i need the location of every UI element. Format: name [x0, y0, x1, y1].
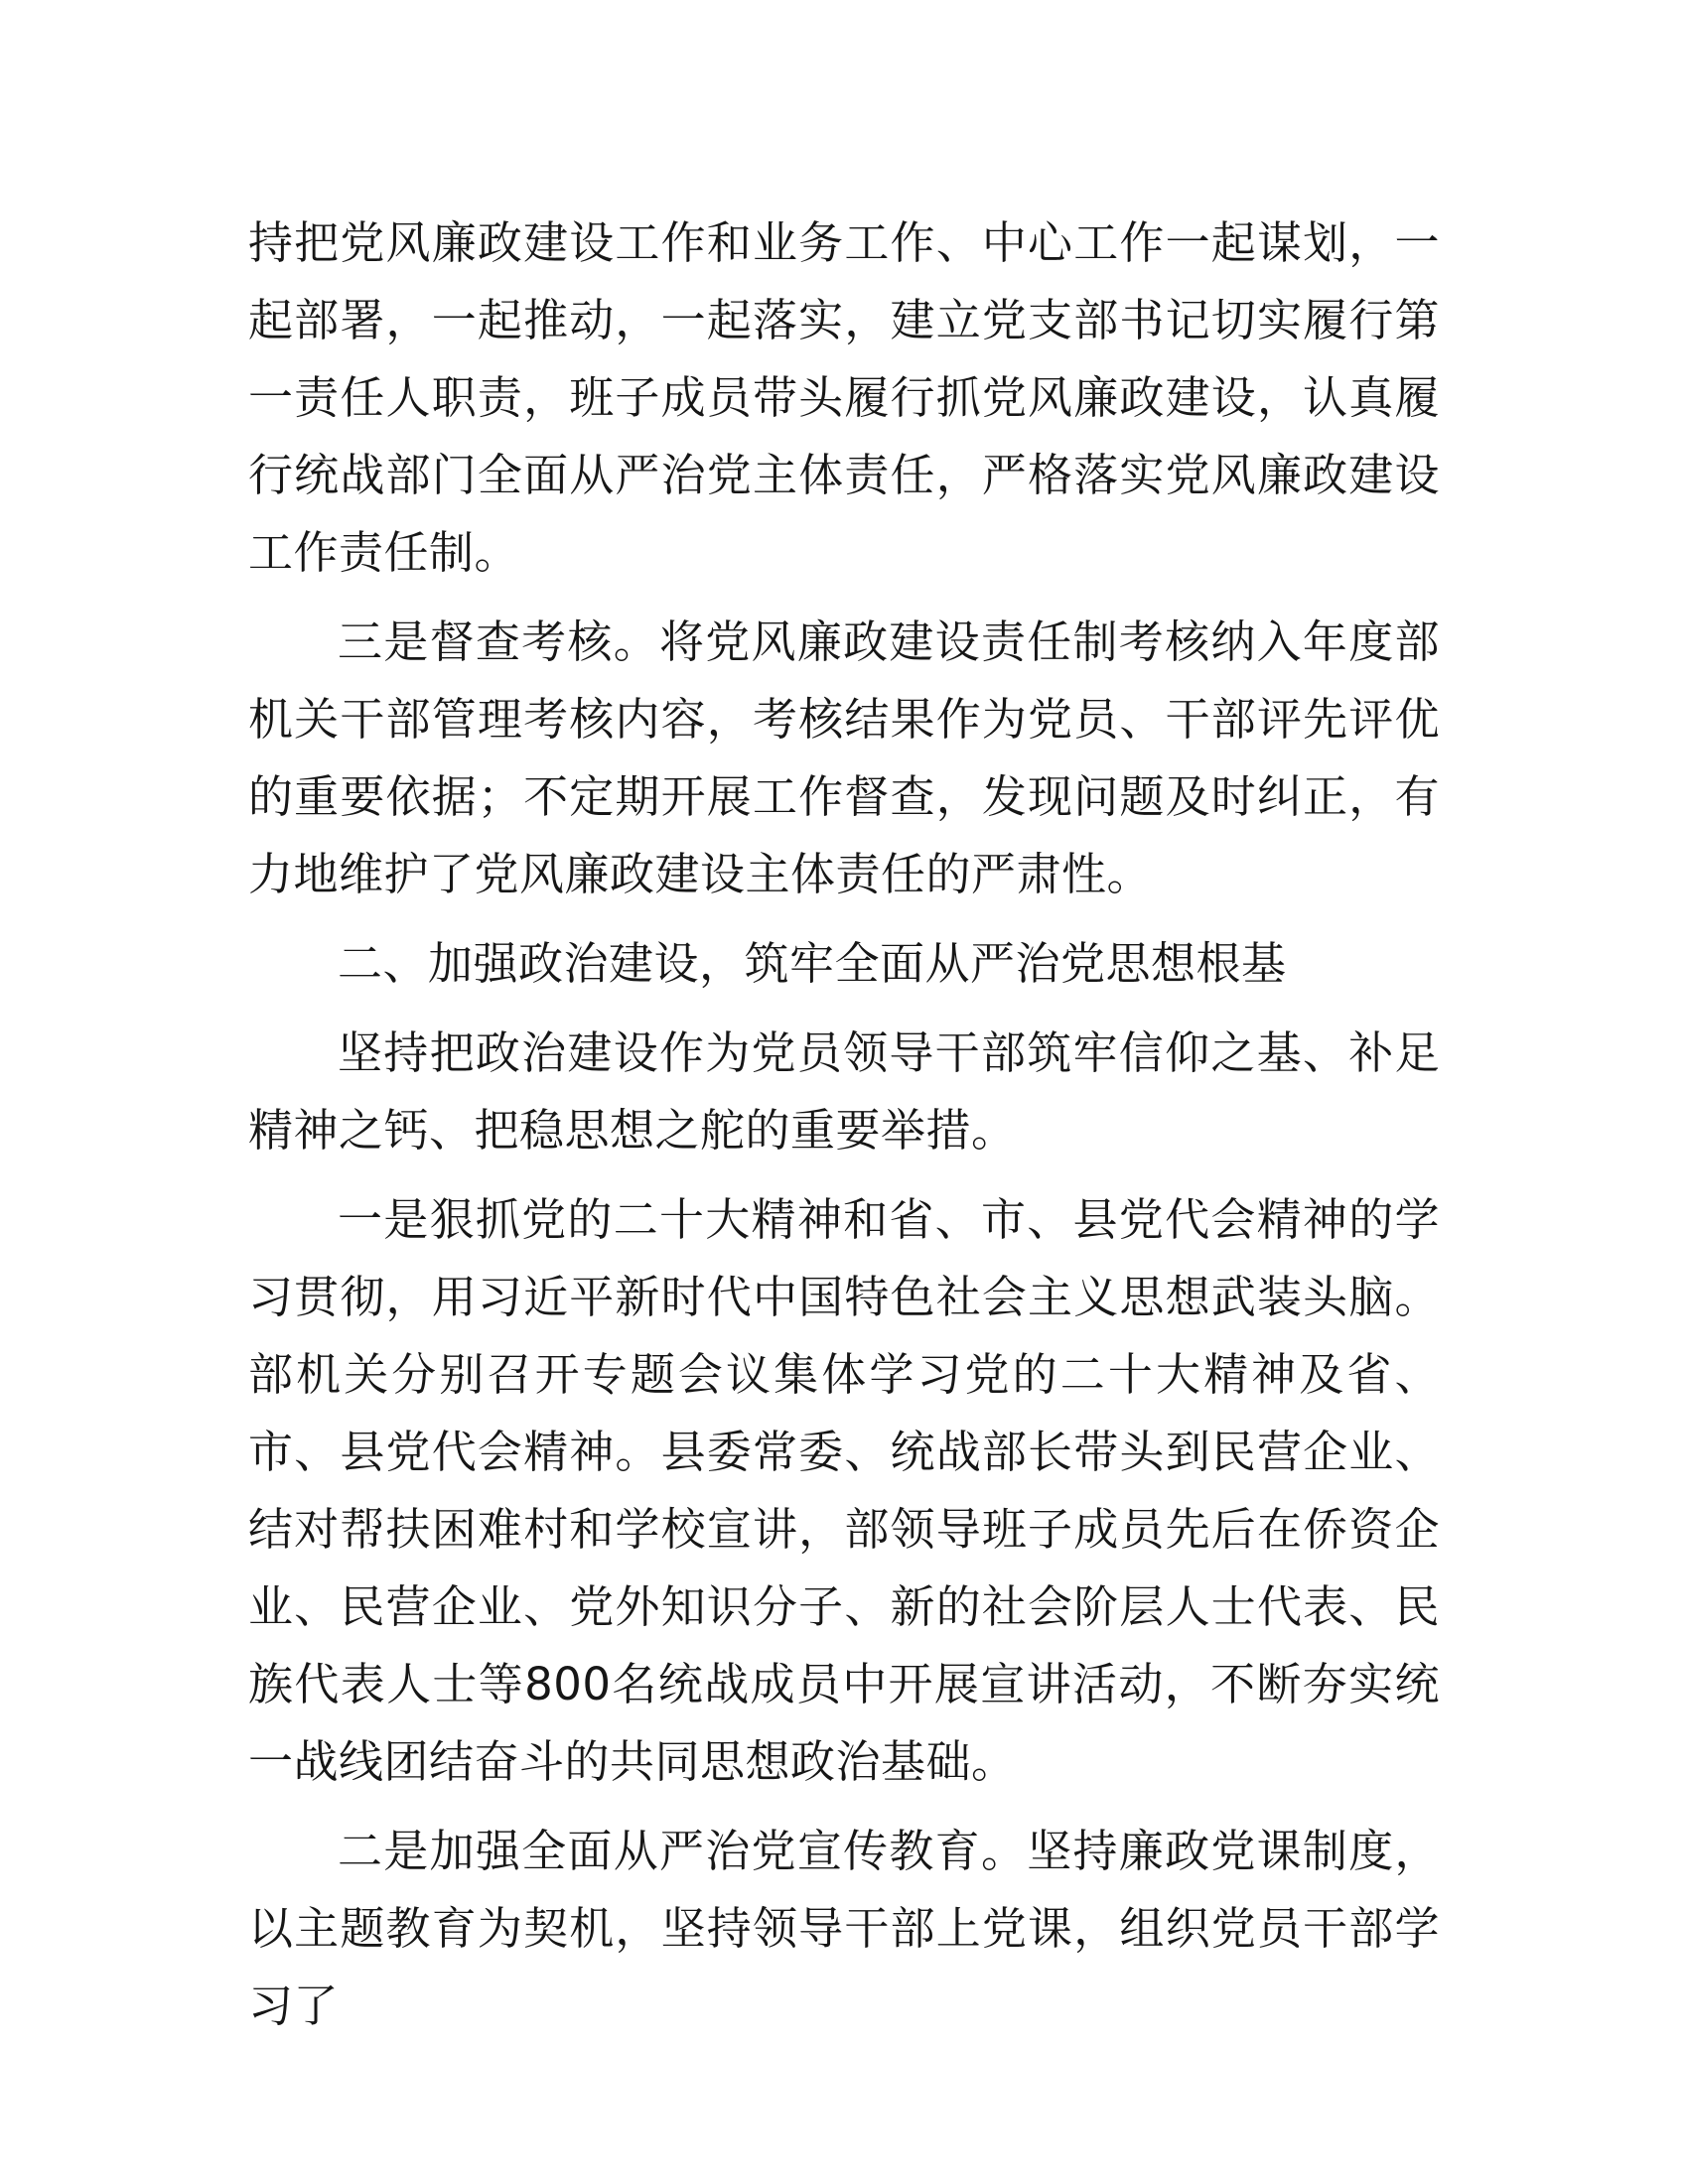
section-heading-political-building: 二、加强政治建设，筑牢全面从严治党思想根基 [338, 937, 1287, 990]
paragraph-supervision-assessment: 三是督查考核。将党风廉政建设责任制考核纳入年度部机关干部管理考核内容，考核结果作为党员、干部评先评优的重要依据；不定期开展工作督查，发现问题及时纠正，有力地维护了党风廉政建设主体责任的严肃性。 [248, 615, 1440, 900]
paragraph-study-implementation: 一是狠抓党的二十大精神和省、市、县党代会精神的学习贯彻，用习近平新时代中国特色社会主义思想武装头脑。部机关分别召开专题会议集体学习党的二十大精神及省、市、县党代会精神。县委常委、统战部长带头到民营企业、结对帮扶困难村和学校宣讲，部领导班子成员先后在侨资企业、民营企业、党外知识分子、新的社会阶层人士代表、民族代表人士等800名统战成员中开展宣讲活动，不断夯实统一战线团结奋斗的共同思想政治基础。 [248, 1193, 1440, 1788]
paragraph-political-building-intro: 坚持把政治建设作为党员领导干部筑牢信仰之基、补足精神之钙、把稳思想之舵的重要举措。 [248, 1026, 1440, 1157]
paragraph-education-propaganda: 二是加强全面从严治党宣传教育。坚持廉政党课制度，以主题教育为契机，坚持领导干部上党课，组织党员干部学习了 [248, 1825, 1440, 2032]
body-text [248, 205, 1440, 2045]
paragraph-continuation: 持把党风廉政建设工作和业务工作、中心工作一起谋划，一起部署，一起推动，一起落实，建立党支部书记切实履行第一责任人职责，班子成员带头履行抓党风廉政建设，认真履行统战部门全面从严治党主体责任，严格落实党风廉政建设工作责任制。 [248, 216, 1440, 579]
